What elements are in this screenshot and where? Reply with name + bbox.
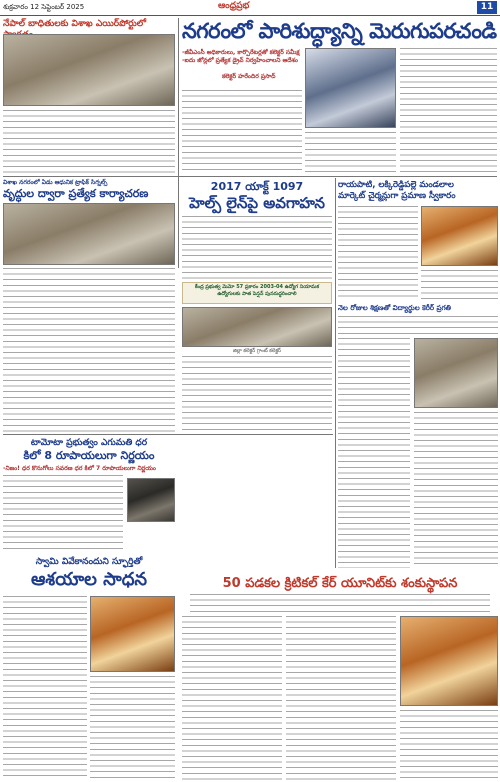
helpline-body bbox=[182, 216, 332, 280]
ncc-body-3 bbox=[414, 412, 498, 568]
helpline-photo-caption: జిల్లా కలెక్టర్ గ్రాంట్ కలెక్టర్ bbox=[232, 348, 282, 354]
section-divider-2 bbox=[3, 434, 333, 435]
market-headline-1: రాయపాటి, లక్కిరెడ్డిపల్లె మండలాల bbox=[338, 180, 454, 190]
vivekananda-kicker: స్వామి వివేకానందుని స్ఫూర్తితో bbox=[35, 557, 143, 567]
critical-care-headline: 50 పడకల క్రిటికల్ కేర్ యూనిట్‌కు శంకుస్థాపన bbox=[222, 576, 458, 591]
lead-body-col-2 bbox=[305, 132, 396, 172]
masthead bbox=[0, 0, 500, 16]
helpline-headline: హెల్ప్ లైన్‌పై అవగాహన bbox=[189, 194, 325, 212]
market-headline-2: మార్కెట్ చైర్మన్లుగా ప్రమాణ స్వీకారం bbox=[338, 191, 456, 201]
vivekananda-body bbox=[3, 596, 87, 780]
tomato-headline-1: టామోటా ప్రభుత్వం ఎగుమతి ధర bbox=[30, 438, 148, 448]
story-traffic-kicker: విశాఖ నగరంలో ఏడు ఆధునిక ట్రాఫిక్ సిగ్నల్స్ bbox=[3, 179, 108, 186]
story-traffic-body bbox=[3, 268, 175, 432]
column-divider bbox=[178, 18, 179, 268]
market-photo bbox=[421, 206, 498, 266]
paper-name: ఆంధ్రప్రభ bbox=[218, 1, 250, 11]
tomato-body bbox=[3, 475, 123, 551]
lead-photo bbox=[305, 48, 396, 128]
market-body-2 bbox=[421, 270, 498, 301]
page-number-badge: 11 bbox=[477, 1, 497, 14]
critical-care-body-3 bbox=[400, 710, 498, 780]
lead-subhead-3: కలెక్టర్ హరేందిర ప్రసాద్ bbox=[222, 73, 276, 80]
tomato-photo bbox=[127, 478, 175, 522]
lead-headline: నగరంలో పారిశుద్ధ్యాన్ని మెరుగుపరచండి bbox=[182, 19, 497, 43]
lead-body-col-4 bbox=[182, 152, 302, 174]
story-nepal-photo bbox=[3, 34, 175, 106]
helpline-highlight-box bbox=[182, 282, 332, 304]
critical-care-body bbox=[182, 616, 282, 780]
ncc-photo bbox=[414, 338, 498, 408]
column-divider-2 bbox=[335, 178, 336, 568]
helpline-photo bbox=[182, 307, 332, 347]
story-nepal-body bbox=[3, 110, 175, 174]
ncc-headline: నెల రోజుల శిక్షణతో విద్యార్థుల కెరీర్ ప్రగతి bbox=[338, 304, 452, 312]
market-body bbox=[338, 206, 418, 301]
critical-care-photo bbox=[400, 616, 498, 706]
helpline-kicker: 2017 యాక్ట్ 1097 bbox=[210, 180, 304, 193]
vivekananda-headline: ఆశయాల సాధన bbox=[30, 569, 148, 590]
tomato-subhead: -నిజం! ధర కొనుగోలు సవరణ ధర కిలో 7 రూపాయలుగా నిర్ణయం bbox=[3, 465, 156, 472]
issue-date: శుక్రవారం 12 సెప్టెంబర్ 2025 bbox=[3, 3, 85, 11]
lead-body-col-1 bbox=[182, 90, 302, 150]
lead-subhead-2: -ఐదు జోన్లలో ప్రత్యేక డ్రైవ్ నిర్వహించాలని ఆదేశం bbox=[182, 57, 298, 64]
section-divider bbox=[3, 176, 497, 177]
critical-care-subhead bbox=[190, 594, 490, 612]
helpline-body-2 bbox=[182, 356, 332, 432]
critical-care-body-2 bbox=[286, 616, 396, 780]
tomato-headline-2: కిలో 8 రూపాయలుగా నిర్ణయం bbox=[23, 449, 155, 462]
helpline-highlight-text: కేంద్ర ప్రభుత్వ మెమో 57 ప్రకారం 2003-04 ఉద్యోగ నియామక ఉద్యోగులకు పాత పెన్షన్ పునరుద్ధరించాలి bbox=[194, 284, 320, 297]
story-traffic-headline: వృద్ధుల ద్వారా ప్రత్యేక కార్యాచరణ bbox=[3, 187, 149, 200]
vivekananda-photo bbox=[90, 596, 175, 672]
story-traffic-photo bbox=[3, 203, 175, 265]
vivekananda-body-2 bbox=[90, 676, 175, 780]
lead-subhead-1: -జీవీఎంసీ అధికారులు, కార్పొరేటర్లతో కలెక్టర్ సమీక్ష bbox=[182, 49, 300, 56]
story-nepal-headline: నేపాల్ బాధితులకు విశాఖ ఎయిర్‌పోర్టులో bbox=[3, 19, 147, 29]
lead-body-col-3 bbox=[400, 48, 497, 173]
ncc-body bbox=[338, 316, 498, 334]
ncc-body-2 bbox=[338, 338, 410, 568]
